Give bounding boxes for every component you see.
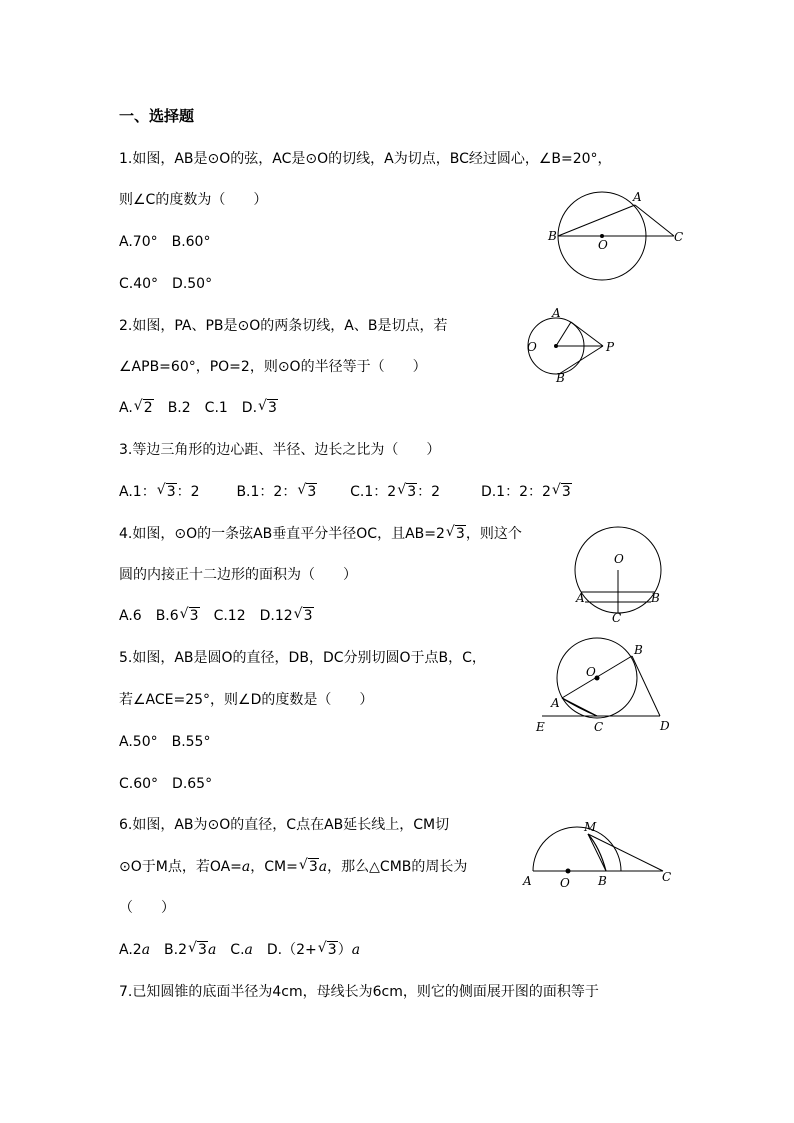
q5-stem-line1: 5.如图，AB是圆O的直径，DB，DC分别切圆O于点B，C， (119, 650, 486, 666)
q5-label-a: A (551, 696, 560, 710)
q4-stem-part1: 4.如图，⊙O的一条弦AB垂直平分半径OC，且AB=2 (119, 526, 445, 542)
q5-label-o: O (586, 665, 596, 679)
q6-opt-a: A.2 (119, 942, 142, 958)
q4-opt-d-radical: √ 3 (293, 606, 313, 624)
q2-opt-a-radical: √ 2 (133, 398, 153, 416)
q6-figure (520, 818, 680, 893)
q5-options-cd: C.60° D.65° (119, 776, 213, 792)
q4-label-a: A (576, 591, 585, 605)
q6-opt-d: D.（2+ (252, 942, 317, 958)
q2-stem-line2: ∠APB=60°，PO=2，则⊙O的半径等于（ ） (119, 359, 427, 375)
q6-opt-b-radical: √ 3 (188, 940, 207, 958)
q6-stem-line3: （ ） (119, 900, 175, 916)
q6-label-b: B (598, 874, 607, 888)
q3-opt-c: C.1：2 (350, 484, 397, 500)
q6-opt-b: B.2 (150, 942, 188, 958)
q4-label-c: C (612, 611, 622, 625)
q6-opt-a-var: a (141, 942, 151, 958)
q5-figure (530, 635, 680, 735)
q6-stem-line2 (119, 857, 467, 877)
q6-options (119, 940, 360, 960)
q3-opt-a: A.1： (119, 484, 156, 500)
q1-stem-line2: 则∠C的度数为（ ） (119, 192, 268, 208)
q4-figure (570, 518, 670, 628)
q3-stem-line1: 3.等边三角形的边心距、半径、边长之比为（ ） (119, 442, 441, 458)
q6-stem-part2: ，CM= (250, 859, 298, 875)
q2-label-b: B (556, 371, 565, 385)
q6-stem-part3: ，那么△CMB的周长为 (327, 859, 468, 875)
q3-opt-b: B.1：2： (236, 484, 297, 500)
q4-opt-b-radical: √ 3 (179, 606, 199, 624)
q5-label-b: B (634, 643, 643, 657)
q6-var-a2: a (318, 859, 328, 875)
q5-label-c: C (594, 720, 604, 734)
q5-options-ab: A.50° B.55° (119, 734, 211, 750)
q2-label-a: A (552, 306, 561, 320)
q2-figure (515, 305, 625, 385)
q4-opt-cd: C.12 D.12 (199, 608, 293, 624)
q6-opt-d-close: ） (337, 942, 352, 958)
q4-stem-line2: 圆的内接正十二边形的面积为（ ） (119, 567, 357, 583)
q4-options (119, 606, 314, 626)
q4-label-b: B (651, 591, 660, 605)
q2-stem-line1: 2.如图，PA、PB是⊙O的两条切线，A、B是切点，若 (119, 318, 448, 334)
q1-options-ab: A.70° B.60° (119, 234, 211, 250)
q6-stem-radical: √ 3 (298, 857, 318, 875)
q3-opt-d-radical: √ 3 (551, 482, 571, 500)
q3-opt-c-radical: √ 3 (397, 482, 417, 500)
q3-options (119, 482, 572, 502)
q2-label-o: O (527, 340, 537, 354)
q2-opt-bcd: B.2 C.1 D. (153, 400, 258, 416)
q5-stem-line2: 若∠ACE=25°，则∠D的度数是（ ） (119, 692, 374, 708)
q3-opt-d: D.1：2：2 (480, 484, 551, 500)
q2-opt-a: A. (119, 400, 133, 416)
q3-opt-c-tail: ：2 (417, 484, 441, 500)
q6-stem-line1: 6.如图，AB为⊙O的直径，C点在AB延长线上，CM切 (119, 817, 450, 833)
q6-opt-b-var: a (207, 942, 217, 958)
q1-stem-line1: 1.如图，AB是⊙O的弦，AC是⊙O的切线，A为切点，BC经过圆心，∠B=20°， (119, 151, 612, 167)
q5-label-e: E (536, 720, 545, 734)
q4-opt-ab: A.6 B.6 (119, 608, 179, 624)
q1-label-o: O (598, 238, 608, 252)
q6-label-c: C (662, 870, 672, 884)
q1-label-c: C (674, 230, 684, 244)
q6-label-a: A (523, 874, 532, 888)
q4-stem-part2: ，则这个 (465, 526, 522, 542)
q7-stem-line1: 7.已知圆锥的底面半径为4cm，母线长为6cm，则它的侧面展开图的面积等于 (119, 984, 599, 1000)
q6-var-a: a (241, 859, 251, 875)
q6-label-m: M (584, 820, 597, 834)
q6-label-o: O (560, 876, 570, 890)
q2-options (119, 398, 278, 418)
q3-opt-b-radical: √ 3 (297, 482, 317, 500)
q1-label-b: B (548, 229, 557, 243)
q2-label-p: P (606, 340, 615, 354)
q6-opt-d-radical: √ 3 (317, 940, 337, 958)
q3-opt-a-tail: ：2 (176, 484, 200, 500)
q4-stem-radical: √ 3 (445, 524, 465, 542)
q6-opt-c: C. (216, 942, 245, 958)
section-title: 一、选择题 (119, 107, 195, 125)
q1-figure (540, 185, 690, 285)
q4-stem-line1 (119, 524, 522, 544)
q3-opt-a-radical: √ 3 (156, 482, 176, 500)
q6-stem-part1: ⊙O于M点，若OA= (119, 859, 242, 875)
q5-label-d: D (660, 719, 670, 733)
q2-opt-d-radical: √ 3 (258, 398, 277, 416)
q6-opt-c-var: a (244, 942, 253, 958)
q1-label-a: A (633, 190, 642, 204)
q4-label-o: O (614, 552, 624, 566)
q1-options-cd: C.40° D.50° (119, 276, 213, 292)
q6-opt-d-var: a (351, 942, 361, 958)
